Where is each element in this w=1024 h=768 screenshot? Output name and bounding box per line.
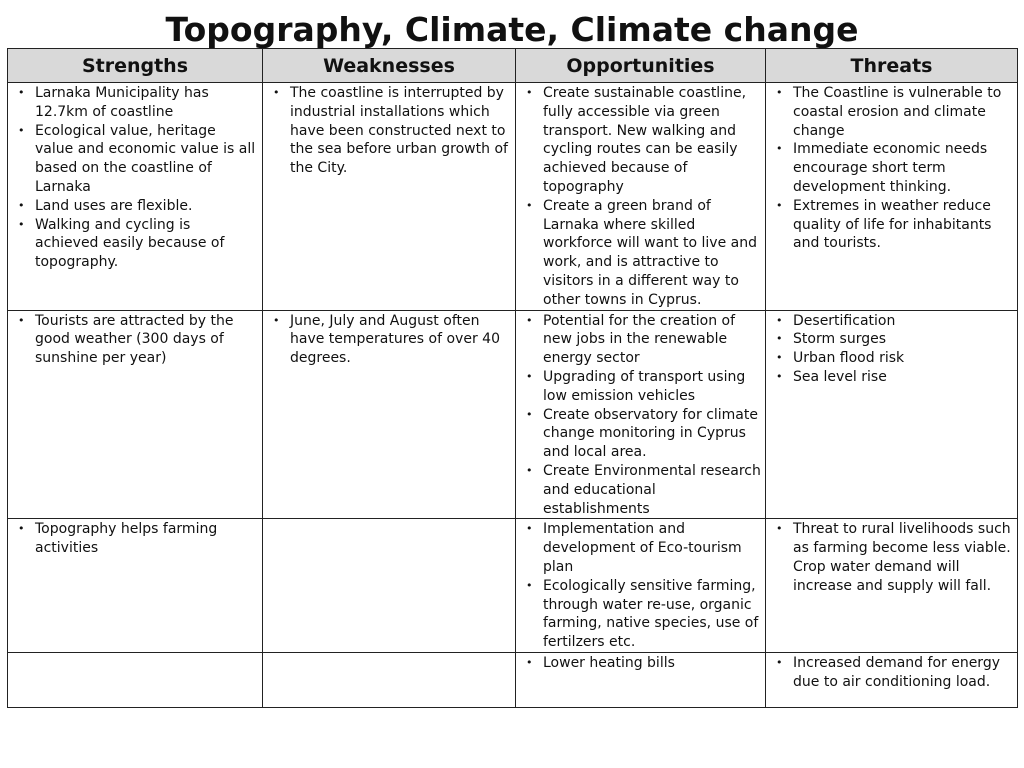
list-item-text: Topography helps farming activities bbox=[35, 521, 218, 557]
list-item-text: Upgrading of transport using low emission vehicles bbox=[543, 368, 746, 404]
list-item bbox=[269, 84, 511, 178]
strengths-cell bbox=[8, 652, 263, 707]
list-item-text: Ecologically sensitive farming, through water re-use, organic farming, native species, use of fertilzers etc. bbox=[543, 577, 759, 651]
list-item bbox=[14, 197, 258, 216]
bullet-icon: • bbox=[18, 123, 25, 137]
list-item-text: Immediate economic needs encourage short term development thinking. bbox=[793, 141, 988, 195]
bullet-list bbox=[8, 653, 262, 654]
bullet-list bbox=[8, 83, 262, 272]
bullet-list bbox=[8, 311, 262, 368]
bullet-icon: • bbox=[776, 655, 783, 669]
list-item-text: Storm surges bbox=[793, 331, 887, 348]
bullet-icon: • bbox=[776, 198, 783, 212]
list-item-text: Land uses are flexible. bbox=[35, 197, 193, 214]
list-item bbox=[522, 577, 761, 652]
weaknesses-cell bbox=[263, 519, 516, 653]
strengths-cell bbox=[8, 83, 263, 311]
list-item-text: Potential for the creation of new jobs in the renewable energy sector bbox=[543, 312, 736, 367]
bullet-icon: • bbox=[18, 198, 25, 212]
list-item bbox=[522, 368, 761, 406]
header-row bbox=[8, 49, 1018, 83]
bullet-icon: • bbox=[776, 351, 783, 365]
list-item bbox=[772, 654, 1013, 692]
weaknesses-cell bbox=[263, 83, 516, 311]
table-row bbox=[8, 83, 1018, 311]
bullet-icon: • bbox=[526, 463, 533, 477]
threats-cell bbox=[766, 83, 1018, 311]
bullet-icon: • bbox=[776, 369, 783, 383]
list-item-text: Create observatory for climate change monitoring in Cyprus and local area. bbox=[543, 406, 758, 461]
threats-cell bbox=[766, 519, 1018, 653]
header-strengths: Strengths bbox=[8, 49, 263, 83]
list-item-text: Implementation and development of Eco-tourism plan bbox=[543, 521, 742, 575]
bullet-icon: • bbox=[526, 86, 533, 99]
list-item bbox=[522, 406, 761, 462]
strengths-cell bbox=[8, 519, 263, 653]
list-item-text: The coastline is interrupted by industrial installations which have been constructed next to the sea before urban growth of the City. bbox=[290, 85, 508, 177]
bullet-icon: • bbox=[18, 313, 25, 327]
list-item-text: Sea level rise bbox=[793, 368, 887, 385]
bullet-list bbox=[263, 653, 515, 654]
bullet-list bbox=[263, 311, 515, 368]
bullet-list bbox=[766, 311, 1017, 387]
list-item bbox=[772, 368, 1013, 387]
bullet-list bbox=[516, 519, 765, 652]
bullet-icon: • bbox=[526, 313, 533, 327]
list-item bbox=[772, 330, 1013, 349]
list-item bbox=[14, 520, 258, 558]
bullet-icon: • bbox=[18, 522, 25, 536]
list-item bbox=[772, 197, 1013, 253]
list-item bbox=[522, 520, 761, 576]
bullet-icon: • bbox=[776, 332, 783, 346]
threats-cell bbox=[766, 652, 1018, 707]
list-item bbox=[772, 140, 1013, 196]
list-item bbox=[14, 312, 258, 368]
bullet-list bbox=[263, 83, 515, 178]
list-item bbox=[522, 197, 761, 310]
bullet-icon: • bbox=[776, 86, 783, 99]
bullet-icon: • bbox=[776, 522, 783, 536]
list-item bbox=[772, 84, 1013, 140]
bullet-icon: • bbox=[526, 522, 533, 536]
bullet-icon: • bbox=[776, 142, 783, 156]
bullet-list bbox=[766, 83, 1017, 253]
bullet-list bbox=[516, 653, 765, 673]
opportunities-cell bbox=[516, 652, 766, 707]
list-item bbox=[522, 312, 761, 368]
bullet-list bbox=[516, 311, 765, 519]
list-item bbox=[269, 312, 511, 368]
threats-cell bbox=[766, 310, 1018, 519]
page-title: Topography, Climate, Climate change bbox=[165, 10, 859, 49]
list-item bbox=[772, 520, 1013, 595]
list-item-text: Increased demand for energy due to air conditioning load. bbox=[793, 654, 1000, 690]
bullet-icon: • bbox=[526, 369, 533, 383]
list-item-text: Create a green brand of Larnaka where skilled workforce will want to live and work, and is attractive to visitors in a different way to other towns in Cyprus. bbox=[543, 197, 757, 308]
bullet-icon: • bbox=[273, 86, 280, 99]
list-item-text: Urban flood risk bbox=[793, 350, 905, 367]
list-item-text: Create Environmental research and educational establishments bbox=[543, 462, 761, 517]
list-item-text: Larnaka Municipality has 12.7km of coastline bbox=[35, 85, 209, 120]
list-item-text: Ecological value, heritage value and economic value is all based on the coastline of Larnaka bbox=[35, 122, 256, 195]
opportunities-cell bbox=[516, 519, 766, 653]
list-item bbox=[772, 312, 1013, 331]
list-item bbox=[14, 216, 258, 272]
table-row bbox=[8, 310, 1018, 519]
list-item bbox=[522, 462, 761, 518]
bullet-icon: • bbox=[18, 86, 25, 99]
list-item-text: Walking and cycling is achieved easily because of topography. bbox=[35, 216, 225, 271]
list-item-text: Threat to rural livelihoods such as farming become less viable. Crop water demand will increase and supply will fall. bbox=[793, 521, 1011, 594]
bullet-icon: • bbox=[526, 655, 533, 669]
header-opportunities: Opportunities bbox=[516, 49, 766, 83]
bullet-list bbox=[263, 519, 515, 520]
list-item bbox=[14, 122, 258, 197]
weaknesses-cell bbox=[263, 310, 516, 519]
list-item bbox=[14, 84, 258, 122]
bullet-icon: • bbox=[273, 313, 280, 327]
bullet-icon: • bbox=[526, 198, 533, 212]
strengths-cell bbox=[8, 310, 263, 519]
list-item-text: Extremes in weather reduce quality of life for inhabitants and tourists. bbox=[793, 197, 992, 252]
bullet-list bbox=[766, 519, 1017, 595]
list-item-text: Desertification bbox=[793, 312, 896, 329]
opportunities-cell bbox=[516, 83, 766, 311]
list-item bbox=[522, 84, 761, 197]
list-item bbox=[522, 654, 761, 673]
bullet-icon: • bbox=[526, 407, 533, 421]
header-threats: Threats bbox=[766, 49, 1018, 83]
bullet-list bbox=[8, 519, 262, 558]
list-item-text: Lower heating bills bbox=[543, 654, 675, 671]
table-row bbox=[8, 652, 1018, 707]
swot-table bbox=[7, 48, 1018, 708]
bullet-list bbox=[766, 653, 1017, 692]
bullet-icon: • bbox=[18, 217, 25, 231]
bullet-list bbox=[516, 83, 765, 310]
list-item bbox=[772, 349, 1013, 368]
list-item-text: June, July and August often have temperatures of over 40 degrees. bbox=[290, 312, 500, 367]
bullet-icon: • bbox=[776, 313, 783, 327]
bullet-icon: • bbox=[526, 578, 533, 592]
table-row bbox=[8, 519, 1018, 653]
weaknesses-cell bbox=[263, 652, 516, 707]
opportunities-cell bbox=[516, 310, 766, 519]
list-item-text: The Coastline is vulnerable to coastal erosion and climate change bbox=[793, 85, 1002, 139]
list-item-text: Create sustainable coastline, fully accessible via green transport. New walking and cycling routes can be easily achieved because of topography bbox=[543, 85, 747, 195]
list-item-text: Tourists are attracted by the good weather (300 days of sunshine per year) bbox=[35, 312, 234, 367]
header-weaknesses: Weaknesses bbox=[263, 49, 516, 83]
